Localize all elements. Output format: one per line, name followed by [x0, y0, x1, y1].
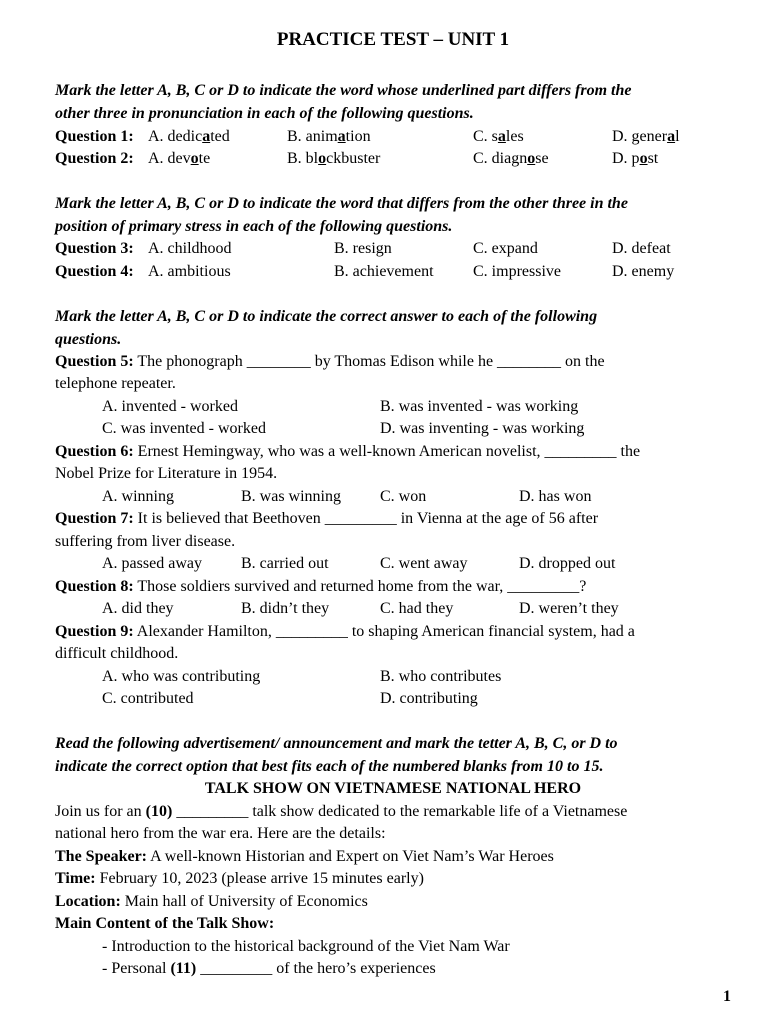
- q9-stem: Question 9: Alexander Hamilton, _________ to shaping American financial system, had a: [55, 623, 635, 640]
- q4-option-b: B. achievement: [334, 263, 434, 280]
- q3-option-b: B. resign: [334, 240, 392, 257]
- q7-option-c: C. went away: [380, 555, 468, 572]
- q1-option-c: C. sales: [473, 128, 524, 145]
- q8-option-d: D. weren’t they: [519, 600, 619, 617]
- talk-show-heading: TALK SHOW ON VIETNAMESE NATIONAL HERO: [204, 780, 582, 797]
- page-number: 1: [723, 988, 731, 1005]
- q3-option-c: C. expand: [473, 240, 538, 257]
- q2-label: Question 2:: [55, 150, 134, 167]
- q7-option-a: A. passed away: [102, 555, 202, 572]
- q6-stem: Question 6: Ernest Hemingway, who was a well-known American novelist, _________ the: [55, 443, 641, 460]
- q4-option-a: A. ambitious: [148, 263, 231, 280]
- q3-option-d: D. defeat: [612, 240, 671, 257]
- q7-stem: Question 7: It is believed that Beethoven _________ in Vienna at the age of 56 after: [55, 510, 599, 527]
- section4-instruction-line2: indicate the correct option that best fits each of the numbered blanks from 10 to 15.: [55, 758, 604, 775]
- q6-option-a: A. winning: [102, 488, 174, 505]
- q6-label: Question 6:: [55, 443, 134, 460]
- q2-option-a: A. devote: [148, 150, 211, 167]
- q5-label: Question 5:: [55, 353, 134, 370]
- q9-option-d: D. contributing: [380, 690, 478, 707]
- q9-stem-line2: difficult childhood.: [55, 645, 179, 662]
- ad-location: Location: Main hall of University of Economics: [55, 893, 368, 910]
- section2-instruction-line2: position of primary stress in each of the following questions.: [55, 218, 453, 235]
- q6-option-d: D. has won: [519, 488, 592, 505]
- blank-10-number: (10): [145, 803, 173, 820]
- ad-bullet-2: - Personal (11) _________ of the hero’s experiences: [102, 960, 436, 977]
- ad-bullet-1: - Introduction to the historical background of the Viet Nam War: [102, 938, 510, 955]
- q8-stem: Question 8: Those soldiers survived and returned home from the war, _________?: [55, 578, 587, 595]
- q4-option-d: D. enemy: [612, 263, 675, 280]
- q6-stem-line2: Nobel Prize for Literature in 1954.: [55, 465, 278, 482]
- section1-instruction-line1: Mark the letter A, B, C or D to indicate the word whose underlined part differs from the: [55, 82, 632, 99]
- section3-instruction-line1: Mark the letter A, B, C or D to indicate the correct answer to each of the following: [55, 308, 598, 325]
- q5-option-d: D. was inventing - was working: [380, 420, 585, 437]
- blank-11-number: (11): [170, 960, 197, 977]
- ad-speaker: The Speaker: A well-known Historian and Expert on Viet Nam’s War Heroes: [55, 848, 554, 865]
- q5-option-b: B. was invented - was working: [380, 398, 579, 415]
- q1-option-d: D. general: [612, 128, 680, 145]
- q8-label: Question 8:: [55, 578, 134, 595]
- q2-option-b: B. blockbuster: [287, 150, 381, 167]
- q9-option-b: B. who contributes: [380, 668, 502, 685]
- q8-option-b: B. didn’t they: [241, 600, 330, 617]
- q7-option-d: D. dropped out: [519, 555, 616, 572]
- ad-main-content-heading: Main Content of the Talk Show:: [55, 915, 275, 932]
- q9-label: Question 9:: [55, 623, 134, 640]
- q8-option-a: A. did they: [102, 600, 174, 617]
- ad-paragraph-line2: national hero from the war era. Here are the details:: [55, 825, 386, 842]
- q3-label: Question 3:: [55, 240, 134, 257]
- q7-stem-line2: suffering from liver disease.: [55, 533, 236, 550]
- q3-option-a: A. childhood: [148, 240, 232, 257]
- q8-option-c: C. had they: [380, 600, 454, 617]
- q1-label: Question 1:: [55, 128, 134, 145]
- q5-option-c: C. was invented - worked: [102, 420, 266, 437]
- ad-paragraph-line1: Join us for an (10) _________ talk show dedicated to the remarkable life of a Vietnamese: [55, 803, 628, 820]
- q6-option-c: C. won: [380, 488, 427, 505]
- q7-option-b: B. carried out: [241, 555, 329, 572]
- section4-instruction-line1: Read the following advertisement/ announcement and mark the tetter A, B, C, or D to: [55, 735, 618, 752]
- q4-option-c: C. impressive: [473, 263, 561, 280]
- section2-instruction-line1: Mark the letter A, B, C or D to indicate the word that differs from the other three in the: [55, 195, 628, 212]
- section1-instruction-line2: other three in pronunciation in each of the following questions.: [55, 105, 474, 122]
- q1-option-a: A. dedicated: [148, 128, 230, 145]
- q2-option-c: C. diagnose: [473, 150, 549, 167]
- page-title: PRACTICE TEST – UNIT 1: [276, 29, 510, 50]
- q9-option-c: C. contributed: [102, 690, 194, 707]
- ad-time: Time: February 10, 2023 (please arrive 15 minutes early): [55, 870, 424, 887]
- section3-instruction-line2: questions.: [55, 331, 122, 348]
- q5-stem-line2: telephone repeater.: [55, 375, 176, 392]
- q5-option-a: A. invented - worked: [102, 398, 238, 415]
- q5-stem: Question 5: The phonograph ________ by Thomas Edison while he ________ on the: [55, 353, 605, 370]
- q2-option-d: D. post: [612, 150, 659, 167]
- q1-option-b: B. animation: [287, 128, 371, 145]
- q7-label: Question 7:: [55, 510, 134, 527]
- q4-label: Question 4:: [55, 263, 134, 280]
- q6-option-b: B. was winning: [241, 488, 341, 505]
- q9-option-a: A. who was contributing: [102, 668, 261, 685]
